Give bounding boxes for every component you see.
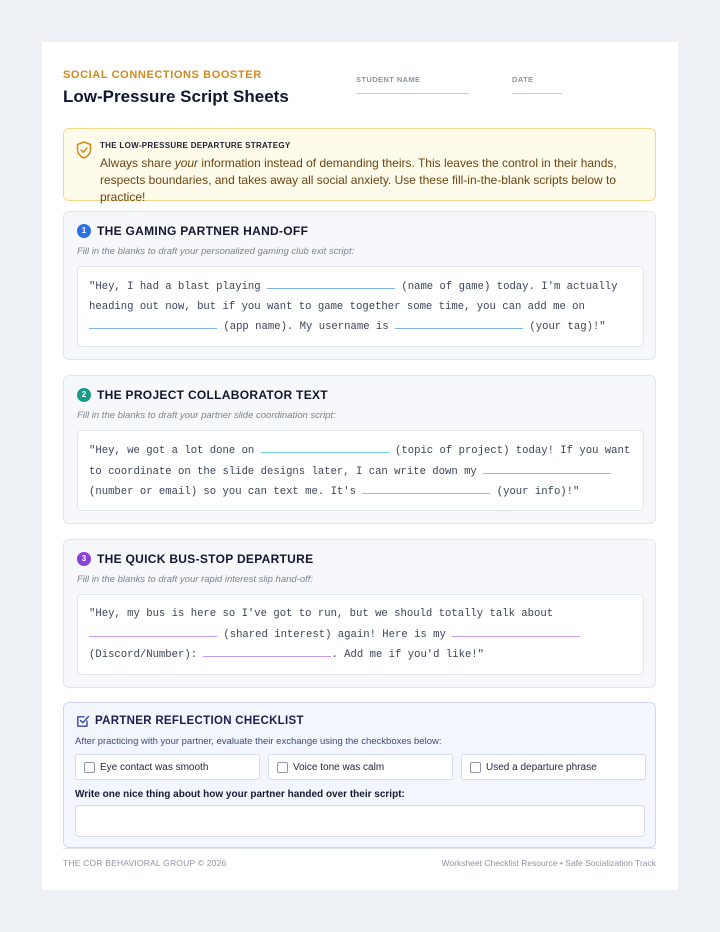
script-fragment: "Hey, I had a blast playing	[89, 281, 268, 293]
checklist-option-departure-phrase[interactable]	[461, 754, 646, 780]
strategy-body-emphasis: your	[174, 156, 199, 170]
checklist-title: PARTNER REFLECTION CHECKLIST	[95, 715, 304, 727]
checklist-option-voice-tone[interactable]	[268, 754, 453, 780]
script-fragment: (number or email) so you can text me. It's	[89, 486, 363, 498]
script-section-project	[63, 375, 656, 524]
script-fragment: (app name). My username is	[217, 321, 396, 333]
script-fragment: (name of game) today. I'm actually heading out now, but if you want to game together some time, you can add me on	[89, 281, 618, 313]
script-fragment: (your tag)!"	[523, 321, 606, 333]
date-line[interactable]	[512, 93, 562, 94]
blank-username[interactable]	[395, 317, 523, 329]
blank-contact-method[interactable]	[483, 462, 611, 474]
script-text	[77, 430, 644, 511]
section-number-badge: 3	[77, 552, 91, 566]
script-fragment: "Hey, my bus is here so I've got to run, but we should totally talk about	[89, 608, 554, 620]
blank-shared-interest[interactable]	[89, 625, 217, 637]
checkbox[interactable]	[84, 762, 95, 773]
section-instructions: Fill in the blanks to draft your partner slide coordination script:	[77, 410, 336, 421]
blank-project-topic[interactable]	[261, 441, 389, 453]
strategy-body	[100, 155, 645, 206]
checklist-option-label: Eye contact was smooth	[100, 762, 209, 773]
nice-thing-input[interactable]	[75, 805, 645, 837]
strategy-heading: THE LOW-PRESSURE DEPARTURE STRATEGY	[100, 141, 291, 150]
checkbox-icon	[76, 714, 90, 728]
script-fragment: "Hey, we got a lot done on	[89, 445, 261, 457]
script-text	[77, 266, 644, 347]
student-name-label: STUDENT NAME	[356, 75, 421, 84]
script-fragment: . Add me if you'd like!"	[331, 649, 485, 661]
checklist-option-eye-contact[interactable]	[75, 754, 260, 780]
script-fragment: (topic of project) today! If you want to coordinate on the slide designs later, I can write down my	[89, 445, 631, 478]
blank-game-name[interactable]	[267, 277, 395, 289]
script-fragment: (shared interest) again! Here is my	[217, 628, 453, 641]
checkbox[interactable]	[277, 762, 288, 773]
section-instructions: Fill in the blanks to draft your rapid interest slip hand-off:	[77, 574, 314, 585]
footer-resource: Worksheet Checklist Resource • Safe Socialization Track	[441, 858, 656, 868]
checklist-option-label: Used a departure phrase	[486, 762, 597, 773]
page-title: Low-Pressure Script Sheets	[63, 87, 289, 106]
blank-contact-info[interactable]	[362, 482, 490, 494]
script-section-bus-stop	[63, 539, 656, 688]
script-fragment: (your info)!"	[490, 486, 580, 498]
script-section-gaming	[63, 211, 656, 360]
worksheet-kicker: SOCIAL CONNECTIONS BOOSTER	[63, 69, 262, 81]
worksheet-page	[42, 42, 678, 890]
blank-app-name[interactable]	[89, 317, 217, 329]
checklist-instructions: After practicing with your partner, evaluate their exchange using the checkboxes below:	[75, 736, 442, 747]
script-text	[77, 594, 644, 675]
worksheet-footer	[63, 848, 656, 890]
date-field[interactable]	[512, 75, 562, 94]
reflection-checklist	[63, 702, 656, 848]
strategy-callout	[63, 128, 656, 204]
section-title: THE QUICK BUS-STOP DEPARTURE	[97, 552, 314, 566]
strategy-body-post: information instead of demanding theirs. This leaves the control in their hands, respects boundaries, and takes away all social anxiety. Use these fill-in-the-blank scripts below to practice!	[100, 156, 617, 204]
checkbox[interactable]	[470, 762, 481, 773]
student-name-field[interactable]	[356, 75, 469, 94]
date-label: DATE	[512, 75, 534, 84]
section-number-badge: 1	[77, 224, 91, 238]
script-fragment: (Discord/Number):	[89, 649, 204, 661]
section-instructions: Fill in the blanks to draft your personalized gaming club exit script:	[77, 246, 355, 257]
checklist-option-label: Voice tone was calm	[293, 762, 385, 773]
shield-check-icon	[76, 141, 92, 159]
section-number-badge: 2	[77, 388, 91, 402]
write-prompt: Write one nice thing about how your partner handed over their script:	[75, 789, 405, 800]
footer-copyright: THE COR BEHAVIORAL GROUP © 2026	[63, 858, 227, 868]
section-title: THE PROJECT COLLABORATOR TEXT	[97, 388, 328, 402]
section-title: THE GAMING PARTNER HAND-OFF	[97, 224, 309, 238]
student-name-line[interactable]	[356, 93, 469, 94]
strategy-body-pre: Always share	[100, 156, 175, 170]
blank-discord-or-number[interactable]	[452, 625, 580, 637]
blank-contact-value[interactable]	[203, 645, 331, 657]
